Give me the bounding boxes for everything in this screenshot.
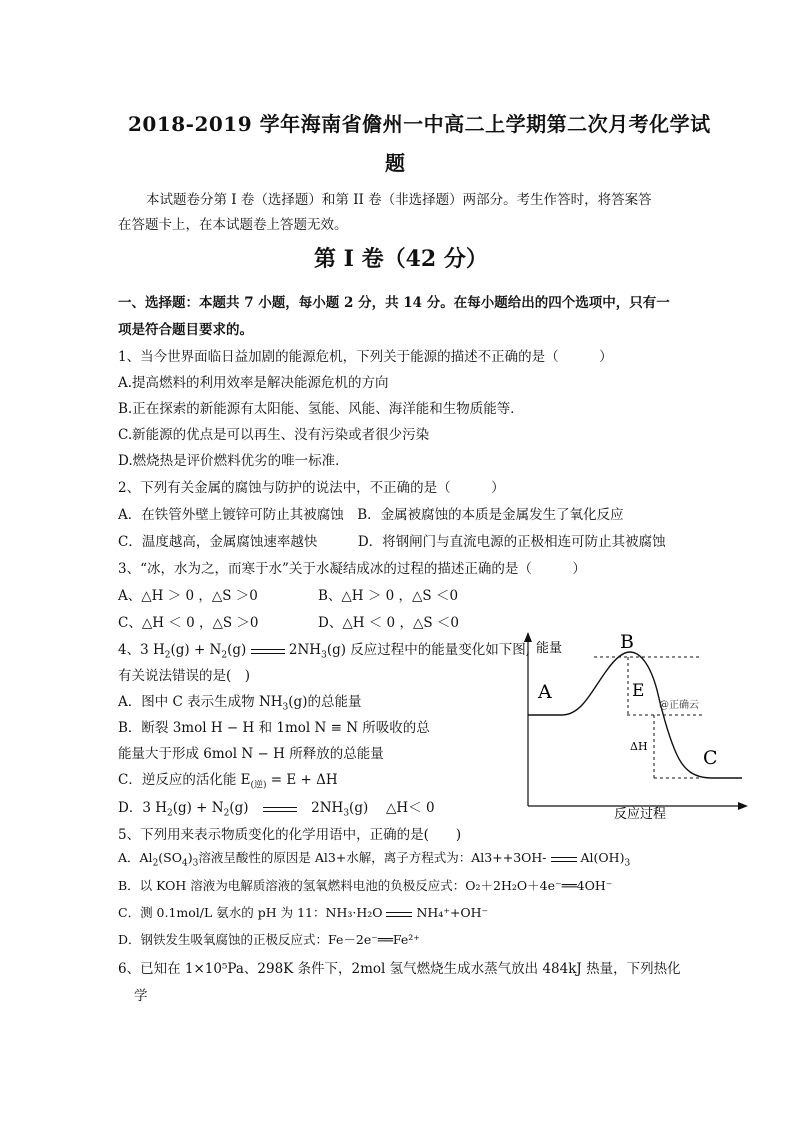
energy-diagram bbox=[512, 630, 752, 820]
diagram-y-label: 能量 bbox=[536, 641, 563, 656]
q4-option-b-line2: 能量大于形成 6mol N − H 所释放的总能量 bbox=[118, 746, 384, 762]
equilibrium-arrow-icon bbox=[251, 647, 285, 655]
q5-option-d: D．钢铁发生吸氧腐蚀的正极反应式：Fe－2e⁻══Fe²⁺ bbox=[118, 932, 420, 947]
q3-stem: 3、“冰，水为之，而寒于水”关于水凝结成冰的过程的描述正确的是（ ） bbox=[118, 561, 586, 577]
q2-options-ab: A．在铁管外壁上镀锌可防止其被腐蚀 B．金属被腐蚀的本质是金属发生了氧化反应 bbox=[118, 507, 624, 523]
q4-option-c: C．逆反应的活化能 $E_{(逆)} = E + \Delta H$ bbox=[118, 772, 338, 791]
q1-stem: 1、当今世界面临日益加剧的能源危机，下列关于能源的描述不正确的是（ ） bbox=[118, 349, 613, 365]
q2-stem: 2、下列有关金属的腐蚀与防护的说法中，不正确的是（ ） bbox=[118, 480, 505, 496]
equilibrium-arrow-icon bbox=[551, 855, 577, 863]
diagram-label-e: E bbox=[632, 681, 645, 701]
equilibrium-arrow-icon bbox=[386, 910, 412, 918]
intro-line2: 在答题卡上，在本试题卷上答题无效。 bbox=[118, 217, 348, 233]
diagram-point-c: C bbox=[703, 747, 718, 769]
equilibrium-arrow-icon bbox=[263, 805, 297, 813]
q5-option-a: A．$Al_2(SO_4)_3$溶液呈酸性的原因是 Al3+水解，离子方程式为：Al3++3OH- $Al(OH)_3$ bbox=[118, 850, 631, 869]
page-title-line1: 2018-2019 学年海南省儋州一中高二上学期第二次月考化学试 bbox=[128, 112, 711, 136]
q3-option-d: D、△H ＜ 0 ，△S ＜0 bbox=[318, 615, 459, 631]
q1-option-d: D.燃烧热是评价燃料优劣的唯一标准． bbox=[118, 453, 349, 469]
section-title: 第 I 卷（42 分） bbox=[314, 246, 488, 272]
q3-option-a: A、△H ＞ 0 ，△S ＞0 bbox=[118, 588, 258, 604]
x-axis-arrow-icon bbox=[738, 802, 748, 810]
diagram-point-a: A bbox=[538, 681, 552, 703]
q1-option-a: A.提高燃料的利用效率是解决能源危机的方向 bbox=[118, 375, 389, 391]
q1-option-c: C.新能源的优点是可以再生、没有污染或者很少污染 bbox=[118, 427, 430, 443]
q2-options-cd: C．温度越高，金属腐蚀速率越快 D．将钢闸门与直流电源的正极相连可防止其被腐蚀 bbox=[118, 534, 666, 550]
q4-option-d: D．3 $H_2(g) + N_2(g)$ $2NH_3(g)$ △H＜ 0 bbox=[118, 800, 435, 819]
q3-option-b: B、△H ＞ 0 ，△S ＜0 bbox=[318, 588, 459, 604]
q6-line1: 6、已知在 1×10⁵Pa、298K 条件下，2mol 氢气燃烧生成水蒸气放出 484kJ 热量，下列热化 bbox=[118, 961, 681, 977]
instruction-line2: 项是符合题目要求的。 bbox=[118, 322, 253, 338]
q5-option-c: C．测 0.1mol/L 氨水的 pH 为 11：NH₃·H₂O NH₄⁺+OH⁻ bbox=[118, 905, 489, 920]
q1-option-b: B.正在探索的新能源有太阳能、氢能、风能、海洋能和生物质能等． bbox=[118, 401, 524, 417]
y-axis-arrow-icon bbox=[524, 632, 532, 642]
q5-stem: 5、下列用来表示物质变化的化学用语中，正确的是( ) bbox=[118, 827, 462, 843]
q4-option-b-line1: B．断裂 3mol H − H 和 1mol N ≡ N 所吸收的总 bbox=[118, 720, 430, 736]
q3-option-c: C、△H ＜ 0 ，△S ＞0 bbox=[118, 615, 259, 631]
q4-stem: 4、3 $H_2(g) + N_2(g)$ $2NH_3(g)$ 反应过程中的能量变化如下图, bbox=[118, 642, 531, 661]
diagram-x-label: 反应过程 bbox=[614, 807, 667, 820]
q5-option-b: B．以 KOH 溶液为电解质溶液的氢氧燃料电池的负极反应式：O₂＋2H₂O＋4e⁻══4OH⁻ bbox=[118, 878, 613, 893]
intro-line1: 本试题卷分第 I 卷（选择题）和第 II 卷（非选择题）两部分。考生作答时，将答案答 bbox=[146, 192, 652, 208]
instruction-line1: 一、选择题：本题共 7 小题，每小题 2 分，共 14 分。在每小题给出的四个选项中，只有一 bbox=[118, 295, 670, 311]
diagram-label-dh: ΔH bbox=[630, 740, 648, 753]
q6-line2: 学 bbox=[134, 988, 148, 1004]
q4-line2: 有关说法错误的是( ) bbox=[118, 668, 251, 684]
page-title-line2: 题 bbox=[385, 151, 406, 175]
watermark-text: @正确云 bbox=[659, 700, 699, 711]
q4-option-a: A．图中 C 表示生成物 $NH_3(g)$的总能量 bbox=[118, 694, 362, 713]
diagram-point-b: B bbox=[620, 631, 634, 653]
